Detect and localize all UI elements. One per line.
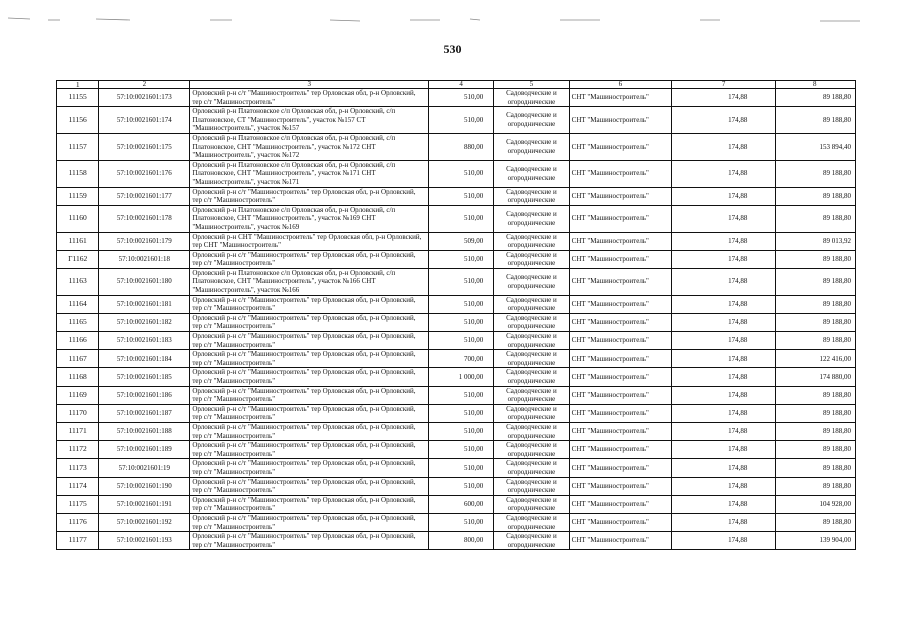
rate-cell: 174,88: [671, 422, 775, 440]
cadastral-value-cell: 89 188,80: [776, 295, 856, 313]
area-cell: 510,00: [429, 386, 494, 404]
row-number-cell: 11174: [57, 477, 99, 495]
table-row: [57, 250, 856, 268]
rate-cell: 174,88: [671, 107, 775, 134]
rate-cell: 174,88: [671, 232, 775, 250]
table-row: [57, 422, 856, 440]
cadastral-value-cell: 89 188,80: [776, 386, 856, 404]
area-cell: 510,00: [429, 295, 494, 313]
table-row: [57, 495, 856, 513]
table-row: [57, 513, 856, 531]
cadastral-value-cell: 89 188,80: [776, 268, 856, 295]
area-cell: 510,00: [429, 422, 494, 440]
table-row: [57, 350, 856, 368]
land-use-cell: Садоводческие и огороднические: [494, 160, 569, 187]
organization-cell: СНТ "Машиностроитель": [569, 107, 671, 134]
row-number-cell: 11161: [57, 232, 99, 250]
cadastral-value-cell: 89 188,80: [776, 404, 856, 422]
cadastral-number-cell: 57:10:0021601:185: [99, 368, 190, 386]
cadastral-number-cell: 57:10:0021601:175: [99, 133, 190, 160]
cadastral-value-cell: 139 904,00: [776, 532, 856, 550]
table-row: [57, 133, 856, 160]
address-cell: Орловский р-н с/т "Машиностроитель" тер Орловская обл, р-н Орловский, тер с/т "Машиностроитель": [190, 313, 429, 331]
cadastral-number-cell: 57:10:0021601:183: [99, 332, 190, 350]
table-row: [57, 368, 856, 386]
cadastral-number-cell: 57:10:0021601:188: [99, 422, 190, 440]
cadastral-value-cell: 89 188,80: [776, 160, 856, 187]
table-row: [57, 107, 856, 134]
area-cell: 1 000,00: [429, 368, 494, 386]
cadastral-value-cell: 89 188,80: [776, 332, 856, 350]
land-use-cell: Садоводческие и огороднические: [494, 205, 569, 232]
rate-cell: 174,88: [671, 532, 775, 550]
cadastral-value-cell: 89 188,80: [776, 513, 856, 531]
row-number-cell: 11167: [57, 350, 99, 368]
organization-cell: СНТ "Машиностроитель": [569, 89, 671, 107]
row-number-cell: 11165: [57, 313, 99, 331]
rate-cell: 174,88: [671, 513, 775, 531]
organization-cell: СНТ "Машиностроитель": [569, 477, 671, 495]
table-row: [57, 313, 856, 331]
row-number-cell: 11166: [57, 332, 99, 350]
land-use-cell: Садоводческие и огороднические: [494, 386, 569, 404]
cadastral-number-cell: 57:10:0021601:192: [99, 513, 190, 531]
address-cell: Орловский р-н с/т "Машиностроитель" тер Орловская обл, р-н Орловский, тер с/т "Машиностроитель": [190, 386, 429, 404]
cadastral-value-cell: 89 188,80: [776, 107, 856, 134]
cadastral-number-cell: 57:10:0021601:182: [99, 313, 190, 331]
table-row: [57, 332, 856, 350]
column-number-row: [57, 81, 856, 89]
area-cell: 510,00: [429, 250, 494, 268]
organization-cell: СНТ "Машиностроитель": [569, 133, 671, 160]
area-cell: 510,00: [429, 187, 494, 205]
rate-cell: 174,88: [671, 368, 775, 386]
address-cell: Орловский р-н Платоновское с/п Орловская обл, р-н Орловский, с/п Платоновское, СНТ "Машиностроитель", участок №166 СНТ "Машиностроитель", участок №166: [190, 268, 429, 295]
row-number-cell: 11157: [57, 133, 99, 160]
land-use-cell: Садоводческие и огороднические: [494, 268, 569, 295]
organization-cell: СНТ "Машиностроитель": [569, 205, 671, 232]
cadastral-value-cell: 89 188,80: [776, 89, 856, 107]
cadastral-value-cell: 104 928,00: [776, 495, 856, 513]
area-cell: 510,00: [429, 205, 494, 232]
cadastral-value-cell: 89 188,80: [776, 459, 856, 477]
organization-cell: СНТ "Машиностроитель": [569, 513, 671, 531]
rate-cell: 174,88: [671, 133, 775, 160]
address-cell: Орловский р-н с/т "Машиностроитель" тер Орловская обл, р-н Орловский, тер с/т "Машиностроитель": [190, 250, 429, 268]
row-number-cell: 11176: [57, 513, 99, 531]
cadastral-number-cell: 57:10:0021601:180: [99, 268, 190, 295]
address-cell: Орловский р-н с/т "Машиностроитель" тер Орловская обл, р-н Орловский, тер с/т "Машиностроитель": [190, 422, 429, 440]
cadastral-value-cell: 89 013,92: [776, 232, 856, 250]
land-use-cell: Садоводческие и огороднические: [494, 495, 569, 513]
table-row: [57, 295, 856, 313]
rate-cell: 174,88: [671, 495, 775, 513]
land-use-cell: Садоводческие и огороднические: [494, 368, 569, 386]
cadastral-number-cell: 57:10:0021601:18: [99, 250, 190, 268]
column-header: 6: [569, 81, 671, 89]
address-cell: Орловский р-н с/т "Машиностроитель" тер Орловская обл, р-н Орловский, тер с/т "Машиностроитель": [190, 495, 429, 513]
table-row: [57, 160, 856, 187]
address-cell: Орловский р-н с/т "Машиностроитель" тер Орловская обл, р-н Орловский, тер с/т "Машиностроитель": [190, 332, 429, 350]
address-cell: Орловский р-н с/т "Машиностроитель" тер Орловская обл, р-н Орловский, тер с/т "Машиностроитель": [190, 89, 429, 107]
land-use-cell: Садоводческие и огороднические: [494, 513, 569, 531]
organization-cell: СНТ "Машиностроитель": [569, 459, 671, 477]
address-cell: Орловский р-н с/т "Машиностроитель" тер Орловская обл, р-н Орловский, тер с/т "Машиностроитель": [190, 441, 429, 459]
area-cell: 510,00: [429, 313, 494, 331]
cadastral-number-cell: 57:10:0021601:19: [99, 459, 190, 477]
cadastral-number-cell: 57:10:0021601:186: [99, 386, 190, 404]
address-cell: Орловский р-н с/т "Машиностроитель" тер Орловская обл, р-н Орловский, тер с/т "Машиностроитель": [190, 532, 429, 550]
table-row: [57, 386, 856, 404]
area-cell: 510,00: [429, 332, 494, 350]
row-number-cell: 11177: [57, 532, 99, 550]
rate-cell: 174,88: [671, 350, 775, 368]
area-cell: 510,00: [429, 89, 494, 107]
area-cell: 510,00: [429, 268, 494, 295]
rate-cell: 174,88: [671, 250, 775, 268]
organization-cell: СНТ "Машиностроитель": [569, 368, 671, 386]
rate-cell: 174,88: [671, 477, 775, 495]
organization-cell: СНТ "Машиностроитель": [569, 313, 671, 331]
cadastral-number-cell: 57:10:0021601:189: [99, 441, 190, 459]
area-cell: 600,00: [429, 495, 494, 513]
row-number-cell: 11155: [57, 89, 99, 107]
row-number-cell: 11170: [57, 404, 99, 422]
rate-cell: 174,88: [671, 187, 775, 205]
organization-cell: СНТ "Машиностроитель": [569, 404, 671, 422]
rate-cell: 174,88: [671, 295, 775, 313]
page-number: 530: [443, 42, 462, 56]
area-cell: 700,00: [429, 350, 494, 368]
column-header: 5: [494, 81, 569, 89]
land-use-cell: Садоводческие и огороднические: [494, 532, 569, 550]
cadastral-number-cell: 57:10:0021601:184: [99, 350, 190, 368]
cadastral-value-cell: 89 188,80: [776, 250, 856, 268]
land-use-cell: Садоводческие и огороднические: [494, 477, 569, 495]
land-use-cell: Садоводческие и огороднические: [494, 107, 569, 134]
row-number-cell: 11171: [57, 422, 99, 440]
rate-cell: 174,88: [671, 441, 775, 459]
cadastral-number-cell: 57:10:0021601:177: [99, 187, 190, 205]
organization-cell: СНТ "Машиностроитель": [569, 295, 671, 313]
cadastral-number-cell: 57:10:0021601:187: [99, 404, 190, 422]
area-cell: 509,00: [429, 232, 494, 250]
rate-cell: 174,88: [671, 386, 775, 404]
table-row: [57, 477, 856, 495]
row-number-cell: 11164: [57, 295, 99, 313]
row-number-cell: 11159: [57, 187, 99, 205]
table-row: [57, 532, 856, 550]
address-cell: Орловский р-н Платоновское с/п Орловская обл, р-н Орловский, с/п Платоновское, СНТ "Машиностроитель", участок №169 СНТ "Машиностроитель", участок №169: [190, 205, 429, 232]
address-cell: Орловский р-н с/т "Машиностроитель" тер Орловская обл, р-н Орловский, тер с/т "Машиностроитель": [190, 513, 429, 531]
column-header: 2: [99, 81, 190, 89]
table-row: [57, 187, 856, 205]
address-cell: Орловский р-н с/т "Машиностроитель" тер Орловская обл, р-н Орловский, тер с/т "Машиностроитель": [190, 459, 429, 477]
table-row: [57, 441, 856, 459]
column-header: 7: [671, 81, 775, 89]
land-use-cell: Садоводческие и огороднические: [494, 232, 569, 250]
organization-cell: СНТ "Машиностроитель": [569, 350, 671, 368]
rate-cell: 174,88: [671, 89, 775, 107]
cadastral-number-cell: 57:10:0021601:181: [99, 295, 190, 313]
address-cell: Орловский р-н Платоновское с/п Орловская обл, р-н Орловский, с/п Платоновское, СНТ "Машиностроитель", участок №171 СНТ "Машиностроитель", участок №171: [190, 160, 429, 187]
cadastral-number-cell: 57:10:0021601:193: [99, 532, 190, 550]
row-number-cell: 11156: [57, 107, 99, 134]
land-use-cell: Садоводческие и огороднические: [494, 459, 569, 477]
table-row: [57, 89, 856, 107]
organization-cell: СНТ "Машиностроитель": [569, 422, 671, 440]
table-row: [57, 205, 856, 232]
area-cell: 510,00: [429, 459, 494, 477]
organization-cell: СНТ "Машиностроитель": [569, 250, 671, 268]
organization-cell: СНТ "Машиностроитель": [569, 495, 671, 513]
cadastral-value-cell: 89 188,80: [776, 441, 856, 459]
column-header: 8: [776, 81, 856, 89]
row-number-cell: 11175: [57, 495, 99, 513]
organization-cell: СНТ "Машиностроитель": [569, 386, 671, 404]
cadastral-number-cell: 57:10:0021601:179: [99, 232, 190, 250]
rate-cell: 174,88: [671, 459, 775, 477]
land-use-cell: Садоводческие и огороднические: [494, 332, 569, 350]
cadastral-value-cell: 122 416,00: [776, 350, 856, 368]
column-header: 1: [57, 81, 99, 89]
row-number-cell: Г1162: [57, 250, 99, 268]
area-cell: 510,00: [429, 160, 494, 187]
area-cell: 800,00: [429, 532, 494, 550]
organization-cell: СНТ "Машиностроитель": [569, 160, 671, 187]
row-number-cell: 11172: [57, 441, 99, 459]
organization-cell: СНТ "Машиностроитель": [569, 268, 671, 295]
row-number-cell: 11168: [57, 368, 99, 386]
land-use-cell: Садоводческие и огороднические: [494, 441, 569, 459]
organization-cell: СНТ "Машиностроитель": [569, 332, 671, 350]
address-cell: Орловский р-н с/т "Машиностроитель" тер Орловская обл, р-н Орловский, тер с/т "Машиностроитель": [190, 350, 429, 368]
organization-cell: СНТ "Машиностроитель": [569, 441, 671, 459]
cadastral-number-cell: 57:10:0021601:173: [99, 89, 190, 107]
area-cell: 510,00: [429, 513, 494, 531]
row-number-cell: 11160: [57, 205, 99, 232]
land-use-cell: Садоводческие и огороднические: [494, 187, 569, 205]
row-number-cell: 11158: [57, 160, 99, 187]
table-row: [57, 268, 856, 295]
land-use-cell: Садоводческие и огороднические: [494, 250, 569, 268]
cadastral-value-cell: 89 188,80: [776, 477, 856, 495]
address-cell: Орловский р-н Платоновское с/п Орловская обл, р-н Орловский, с/п Платоновское, СТ "Машиностроитель", участок №157 СТ "Машиностроитель", участок №157: [190, 107, 429, 134]
area-cell: 510,00: [429, 477, 494, 495]
organization-cell: СНТ "Машиностроитель": [569, 232, 671, 250]
cadastral-number-cell: 57:10:0021601:190: [99, 477, 190, 495]
address-cell: Орловский р-н с/т "Машиностроитель" тер Орловская обл, р-н Орловский, тер с/т "Машиностроитель": [190, 368, 429, 386]
land-use-cell: Садоводческие и огороднические: [494, 313, 569, 331]
address-cell: Орловский р-н с/т "Машиностроитель" тер Орловская обл, р-н Орловский, тер с/т "Машиностроитель": [190, 477, 429, 495]
address-cell: Орловский р-н с/т "Машиностроитель" тер Орловская обл, р-н Орловский, тер с/т "Машиностроитель": [190, 295, 429, 313]
column-header: 4: [429, 81, 494, 89]
cadastral-value-cell: 153 894,40: [776, 133, 856, 160]
rate-cell: 174,88: [671, 160, 775, 187]
row-number-cell: 11163: [57, 268, 99, 295]
area-cell: 510,00: [429, 404, 494, 422]
cadastral-number-cell: 57:10:0021601:178: [99, 205, 190, 232]
cadastral-number-cell: 57:10:0021601:174: [99, 107, 190, 134]
cadastral-number-cell: 57:10:0021601:191: [99, 495, 190, 513]
table-row: [57, 459, 856, 477]
land-use-cell: Садоводческие и огороднические: [494, 133, 569, 160]
rate-cell: 174,88: [671, 205, 775, 232]
address-cell: Орловский р-н с/т "Машиностроитель" тер Орловская обл, р-н Орловский, тер с/т "Машиностроитель": [190, 187, 429, 205]
land-use-cell: Садоводческие и огороднические: [494, 350, 569, 368]
cadastral-value-cell: 89 188,80: [776, 187, 856, 205]
row-number-cell: 11169: [57, 386, 99, 404]
cadastral-value-cell: 89 188,80: [776, 313, 856, 331]
organization-cell: СНТ "Машиностроитель": [569, 532, 671, 550]
scan-noise: [0, 8, 905, 28]
cadastral-value-cell: 89 188,80: [776, 422, 856, 440]
area-cell: 510,00: [429, 107, 494, 134]
table-row: [57, 232, 856, 250]
row-number-cell: 11173: [57, 459, 99, 477]
land-use-cell: Садоводческие и огороднические: [494, 89, 569, 107]
cadastral-number-cell: 57:10:0021601:176: [99, 160, 190, 187]
rate-cell: 174,88: [671, 404, 775, 422]
land-use-cell: Садоводческие и огороднические: [494, 295, 569, 313]
land-use-cell: Садоводческие и огороднические: [494, 422, 569, 440]
organization-cell: СНТ "Машиностроитель": [569, 187, 671, 205]
table-row: [57, 404, 856, 422]
cadastral-value-cell: 174 880,00: [776, 368, 856, 386]
column-header: 3: [190, 81, 429, 89]
cadastral-value-cell: 89 188,80: [776, 205, 856, 232]
address-cell: Орловский р-н Платоновское с/п Орловская обл, р-н Орловский, с/п Платоновское, СНТ "Машиностроитель", участок №172 СНТ "Машиностроитель", участок №172: [190, 133, 429, 160]
land-parcels-table: [56, 80, 856, 550]
rate-cell: 174,88: [671, 332, 775, 350]
address-cell: Орловский р-н с/т "Машиностроитель" тер Орловская обл, р-н Орловский, тер с/т "Машиностроитель": [190, 404, 429, 422]
area-cell: 510,00: [429, 441, 494, 459]
land-use-cell: Садоводческие и огороднические: [494, 404, 569, 422]
rate-cell: 174,88: [671, 313, 775, 331]
address-cell: Орловский р-н СНТ "Машиностроитель" тер Орловская обл, р-н Орловский, тер СНТ "Машиностроитель": [190, 232, 429, 250]
rate-cell: 174,88: [671, 268, 775, 295]
area-cell: 880,00: [429, 133, 494, 160]
